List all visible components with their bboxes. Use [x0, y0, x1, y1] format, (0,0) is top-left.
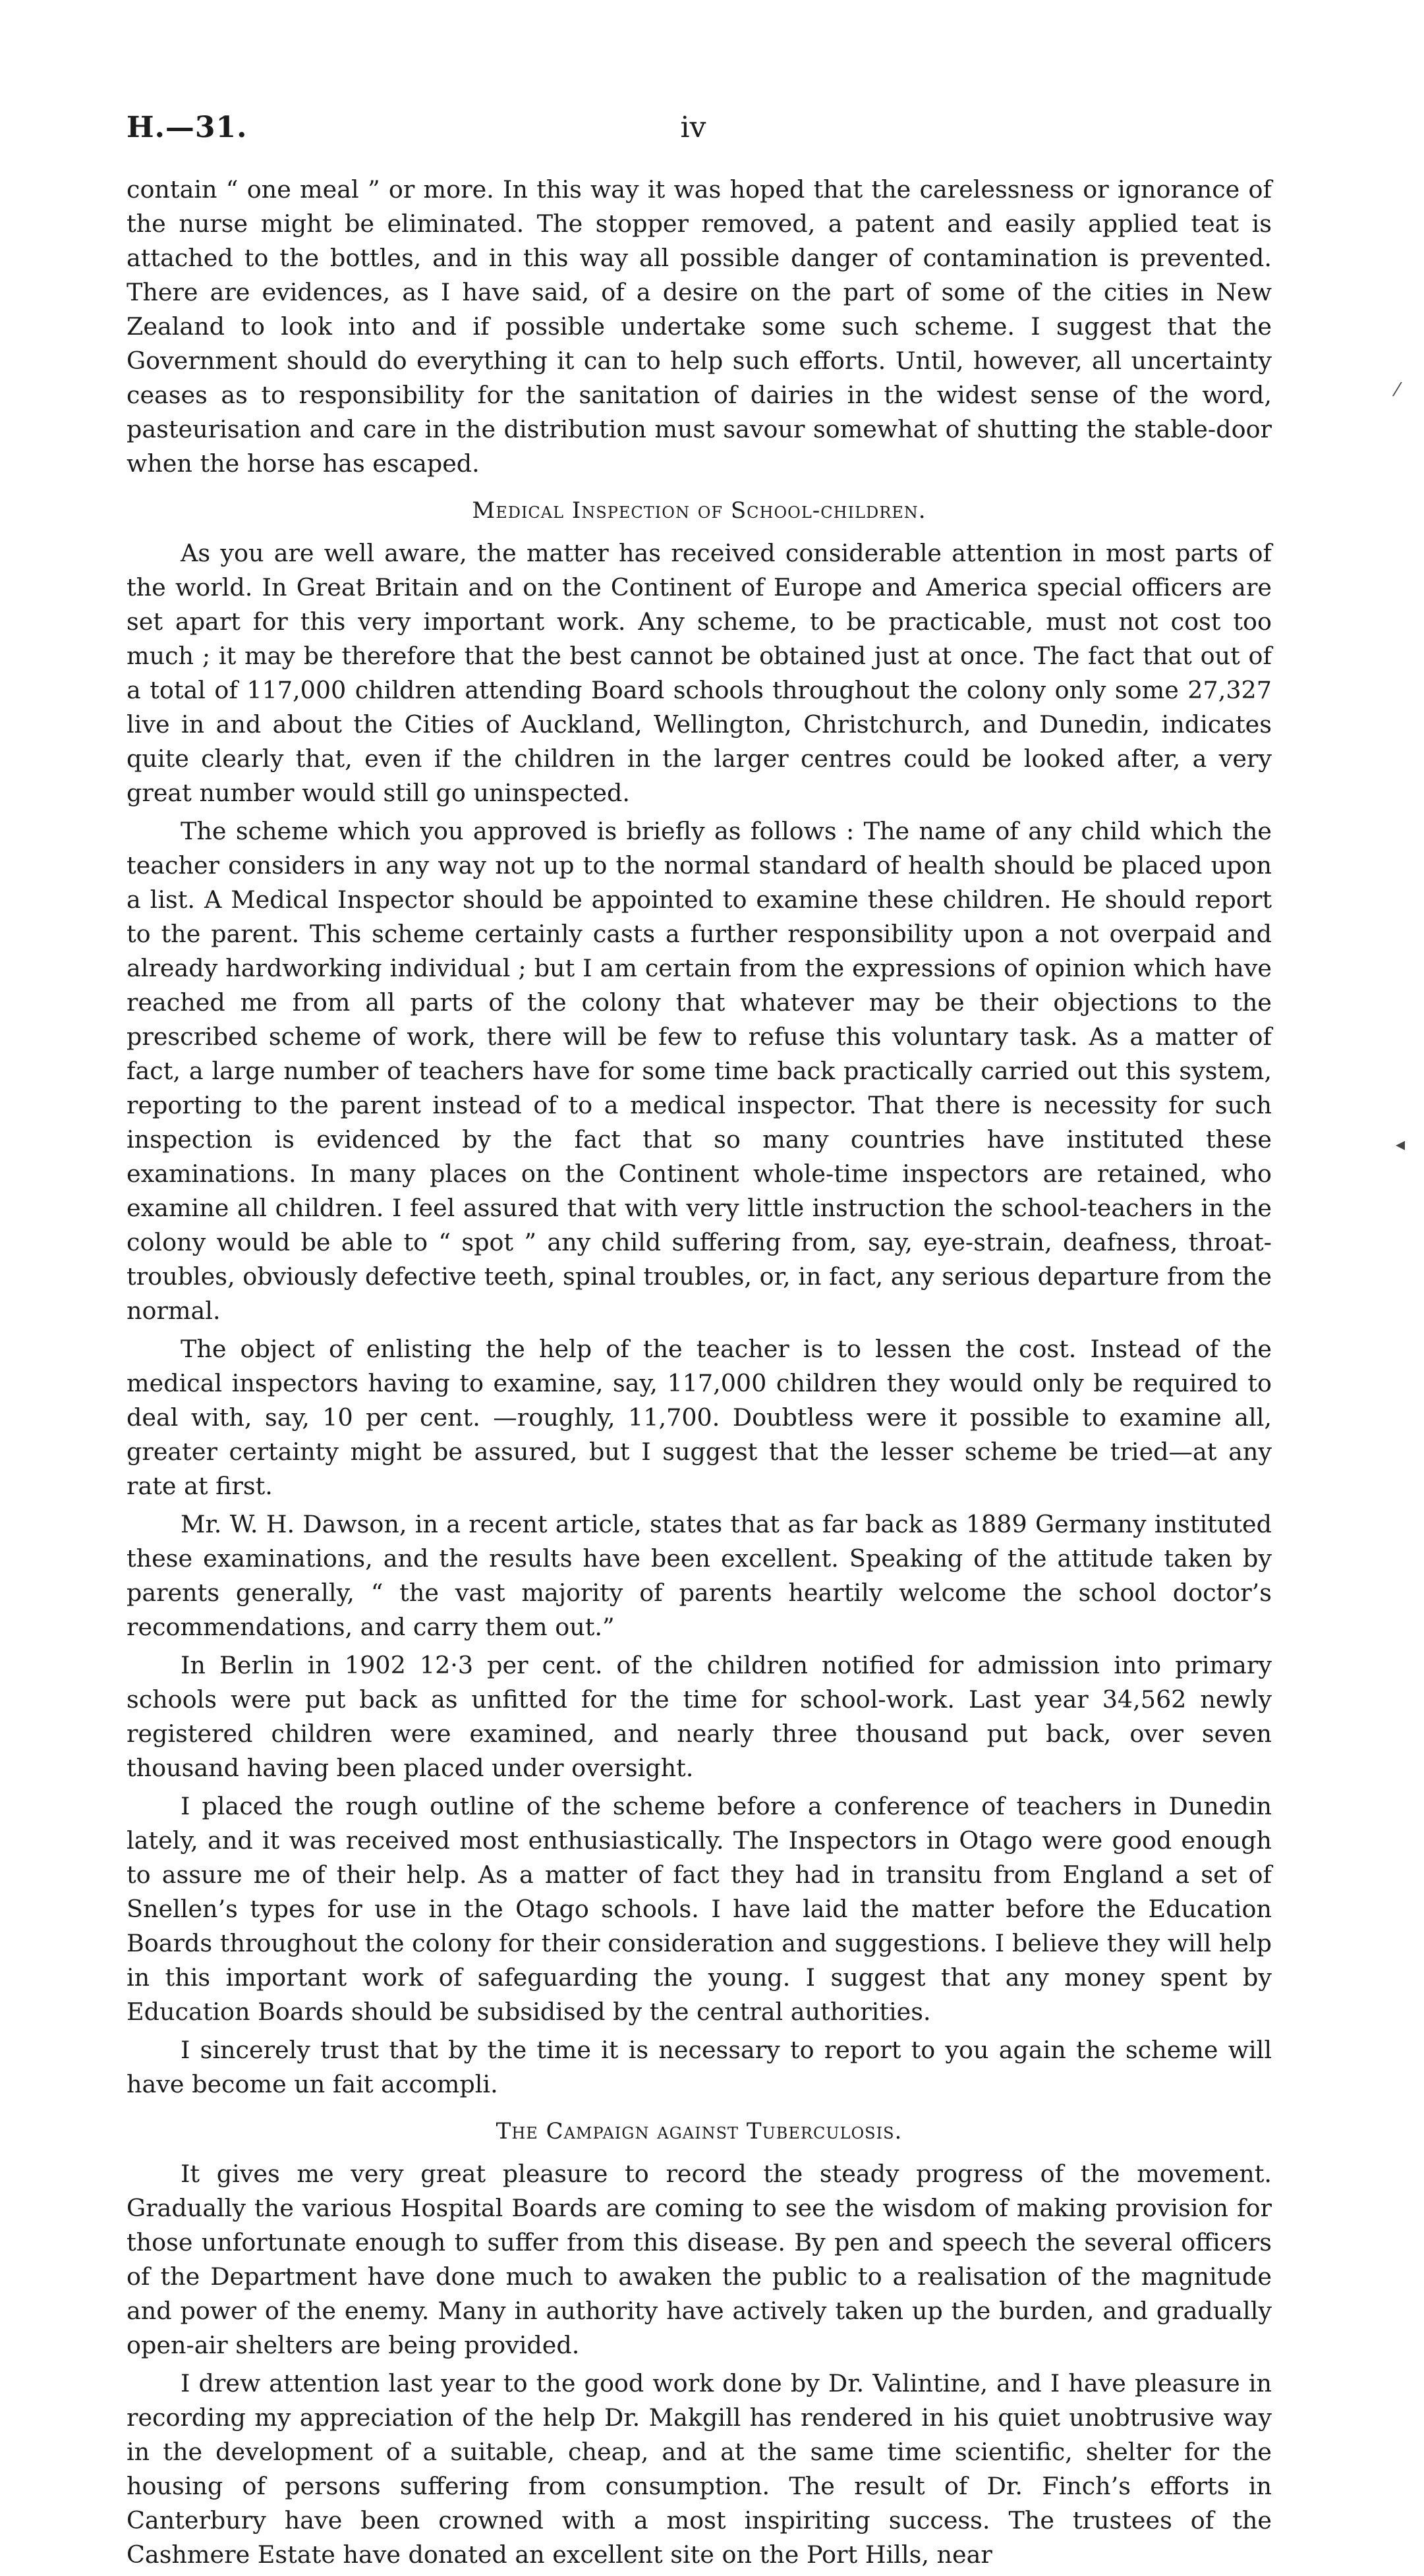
paragraph: Mr. W. H. Dawson, in a recent article, states that as far back as 1889 Germany instituted these examinations, and the results have been excellent. Speaking of the attitude taken by parents generally, “ the vast majority of parents heartily welcome the school doctor’s recommendations, and carry them out.” [127, 1510, 1272, 1641]
section-heading: The Campaign against Tuberculosis. [496, 2118, 903, 2144]
paragraph: contain “ one meal ” or more. In this way it was hoped that the carelessness or ignorance of the nurse might be eliminated. The stopper removed, a patent and easily applied teat is attached to the bottles, and in this way all possible danger of contamination is prevented. There are evidences, as I have said, of a desire on the part of some of the cities in New Zealand to look into and if possible undertake some such scheme. I suggest that the Government should do everything it can to help such efforts. Until, however, all uncertainty ceases as to responsibility for the sanitation of dairies in the widest sense of the word, pasteurisation and care in the distribution must savour somewhat of shutting the stable-door when the horse has escaped. [127, 175, 1272, 478]
margin-mark: ◂ [1396, 1133, 1406, 1155]
paragraph: I drew attention last year to the good work done by Dr. Valintine, and I have pleasure in recording my appreciation of the help Dr. Makgill has rendered in his quiet unobtrusive way in the development of a suitable, cheap, and at the same time scientific, shelter for the housing of persons suffering from consumption. The result of Dr. Finch’s efforts in Canterbury have been crowned with a most inspiriting success. The trustees of the Cashmere Estate have donated an excellent site on the Port Hills, near [127, 2369, 1272, 2569]
page-header [127, 111, 1260, 157]
paragraph: I sincerely trust that by the time it is necessary to report to you again the scheme will have become un fait accompli. [127, 2036, 1272, 2098]
margin-mark: ⁄ [1396, 379, 1399, 401]
paragraph: As you are well aware, the matter has received considerable attention in most parts of the world. In Great Britain and on the Continent of Europe and America special officers are set apart for this very important work. Any scheme, to be practicable, must not cost too much ; it may be therefore that the best cannot be obtained just at once. The fact that out of a total of 117,000 children attending Board schools throughout the colony only some 27,327 live in and about the Cities of Auckland, Wellington, Christchurch, and Dunedin, indicates quite clearly that, even if the children in the larger centres could be looked after, a very great number would still go uninspected. [127, 539, 1272, 807]
paragraph: In Berlin in 1902 12·3 per cent. of the children notified for admission into primary schools were put back as unfitted for the time for school-work. Last year 34,562 newly registered children were examined, and nearly three thousand put back, over seven thousand having been placed under oversight. [127, 1651, 1272, 1782]
page-body [127, 173, 1272, 2576]
section-tuberculosis [127, 2116, 1272, 2572]
document-id: H.—31. [127, 111, 248, 144]
section-medical-inspection [127, 495, 1272, 2102]
paragraph: The scheme which you approved is briefly as follows : The name of any child which the teacher considers in any way not up to the normal standard of health should be placed upon a list. A Medical Inspector should be appointed to examine these children. He should report to the parent. This scheme certainly casts a further responsibility upon a not overpaid and already hardworking individual ; but I am certain from the expressions of opinion which have reached me from all parts of the colony that whatever may be their objections to the prescribed scheme of work, there will be few to refuse this voluntary task. As a matter of fact, a large number of teachers have for some time back practically carried out this system, reporting to the parent instead of to a medical inspector. That there is necessity for such inspection is evidenced by the fact that so many countries have instituted these examinations. In many places on the Continent whole-time inspectors are retained, who examine all children. I feel assured that with very little instruction the school-teachers in the colony would be able to “ spot ” any child suffering from, say, eye-strain, deafness, throat-troubles, obviously defective teeth, spinal troubles, or, in fact, any serious departure from the normal. [127, 817, 1272, 1325]
page-number: iv [680, 111, 706, 144]
paragraph: I placed the rough outline of the scheme before a conference of teachers in Dunedin lately, and it was received most enthusiastically. The Inspectors in Otago were good enough to assure me of their help. As a matter of fact they had in transitu from England a set of Snellen’s types for use in the Otago schools. I have laid the matter before the Education Boards throughout the colony for their consideration and suggestions. I believe they will help in this important work of safeguarding the young. I suggest that any money spent by Education Boards should be subsidised by the central authorities. [127, 1792, 1272, 2026]
paragraph: It gives me very great pleasure to record the steady progress of the movement. Gradually the various Hospital Boards are coming to see the wisdom of making provision for those unfortunate enough to suffer from this disease. By pen and speech the several officers of the Department have done much to awaken the public to a realisation of the magnitude and power of the enemy. Many in authority have actively taken up the burden, and gradually open-air shelters are being provided. [127, 2160, 1272, 2359]
paragraph: The object of enlisting the help of the teacher is to lessen the cost. Instead of the medical inspectors having to examine, say, 117,000 children they would only be required to deal with, say, 10 per cent. —roughly, 11,700. Doubtless were it possible to examine all, greater certainty might be assured, but I suggest that the lesser scheme be tried—at any rate at first. [127, 1335, 1272, 1500]
section-milk-supply [127, 173, 1272, 481]
section-heading: Medical Inspection of School-children. [472, 497, 926, 524]
